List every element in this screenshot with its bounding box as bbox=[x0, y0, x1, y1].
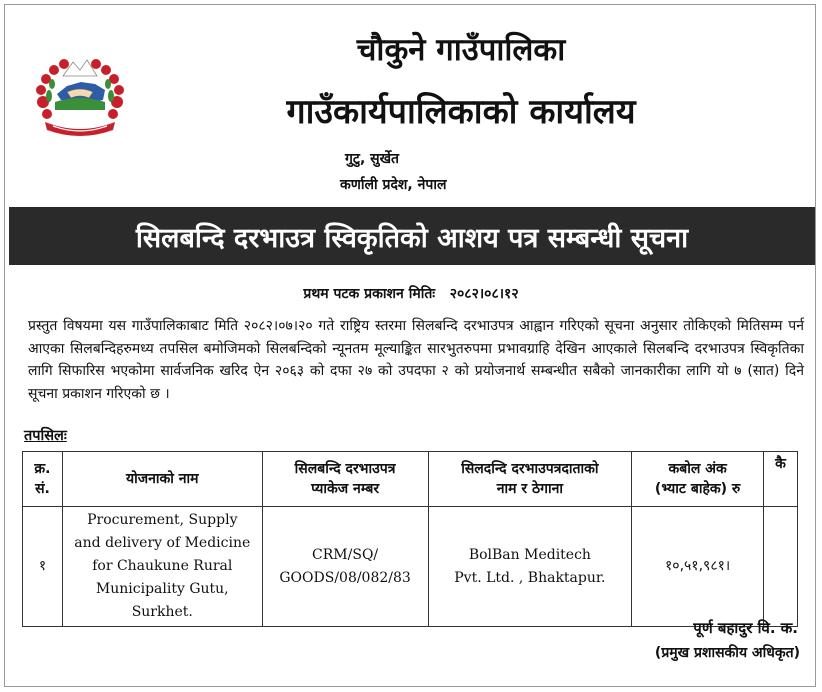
notice-title-banner bbox=[9, 207, 815, 265]
col-header-bidder: सिलदन्दि दरभाउपत्रदाताको नाम र ठेगाना bbox=[428, 452, 632, 507]
signatory-title: (प्रमुख प्रशासकीय अधिकृत) bbox=[654, 645, 800, 661]
publication-date-label: प्रथम पटक प्रकाशन मितिः bbox=[303, 286, 436, 302]
cell-package: CRM/SQ/ GOODS/08/082/83 bbox=[262, 507, 428, 627]
cell-project: Procurement, Supply and delivery of Medicine for Chaukune Rural Municipality Gutu, Surkhet. bbox=[62, 507, 262, 627]
notice-body: प्रस्तुत विषयमा यस गाउँपालिकाबाट मिति २०८२।०७।२० गते राष्ट्रिय स्तरमा सिलबन्दि दरभाउपत्र आह्वान गरिएको सूचना अनुसार तोकिएको मितिसम्म पर्न आएका सिलबन्दिहरुमध्य तपसिल बमोजिमको सिलबन्दिको न्यूनतम मूल्याङ्कित सारभुतरुपमा प्रभावग्राहि देखिन आएकाले सिलबन्दि दरभाउपत्र स्विकृतिका लागि सिफारिस भएकोमा सार्वजनिक खरिद ऐन २०६३ को दफा २७ को उपदफा २ को प्रयोजनार्थ सम्बन्धीत सबैको जानकारीका लागि यो ७ (सात) दिने सूचना प्रकाशन गरिएको छ । bbox=[28, 318, 804, 402]
schedule-heading: तपसिलः bbox=[24, 428, 67, 444]
notice-title: सिलबन्दि दरभाउत्र स्विकृतिको आशय पत्र सम्बन्धी सूचना bbox=[135, 222, 689, 254]
signatory-name: पूर्ण बहादुर वि. क. bbox=[693, 619, 798, 637]
table-header-row bbox=[23, 452, 798, 507]
col-header-package: सिलबन्दि दरभाउपत्र प्याकेज नम्बर bbox=[262, 452, 428, 507]
schedule-table bbox=[22, 451, 798, 627]
col-header-remarks: कै bbox=[764, 452, 798, 507]
municipality-name: चौकुने गाउँपालिका bbox=[356, 32, 566, 68]
address-line-1: गुटु, सुर्खेत bbox=[345, 151, 400, 167]
col-header-project: योजनाको नाम bbox=[62, 452, 262, 507]
office-name: गाउँकार्यपालिकाको कार्यालय bbox=[286, 92, 636, 132]
address-line-2: कर्णाली प्रदेश, नेपाल bbox=[340, 177, 447, 193]
cell-amount: १०,५१,९८१। bbox=[632, 507, 764, 627]
publication-date-value: २०८२।०८।१२ bbox=[449, 286, 519, 302]
cell-remarks bbox=[764, 507, 798, 627]
publication-date bbox=[0, 284, 822, 303]
col-header-amount: कबोल अंक (भ्याट बाहेक) रु bbox=[632, 452, 764, 507]
table-row bbox=[23, 507, 798, 627]
col-header-sn: क्र. सं. bbox=[23, 452, 63, 507]
nepal-government-emblem-icon bbox=[33, 52, 127, 144]
cell-bidder: BolBan Meditech Pvt. Ltd. , Bhaktapur. bbox=[428, 507, 632, 627]
cell-sn: १ bbox=[23, 507, 63, 627]
